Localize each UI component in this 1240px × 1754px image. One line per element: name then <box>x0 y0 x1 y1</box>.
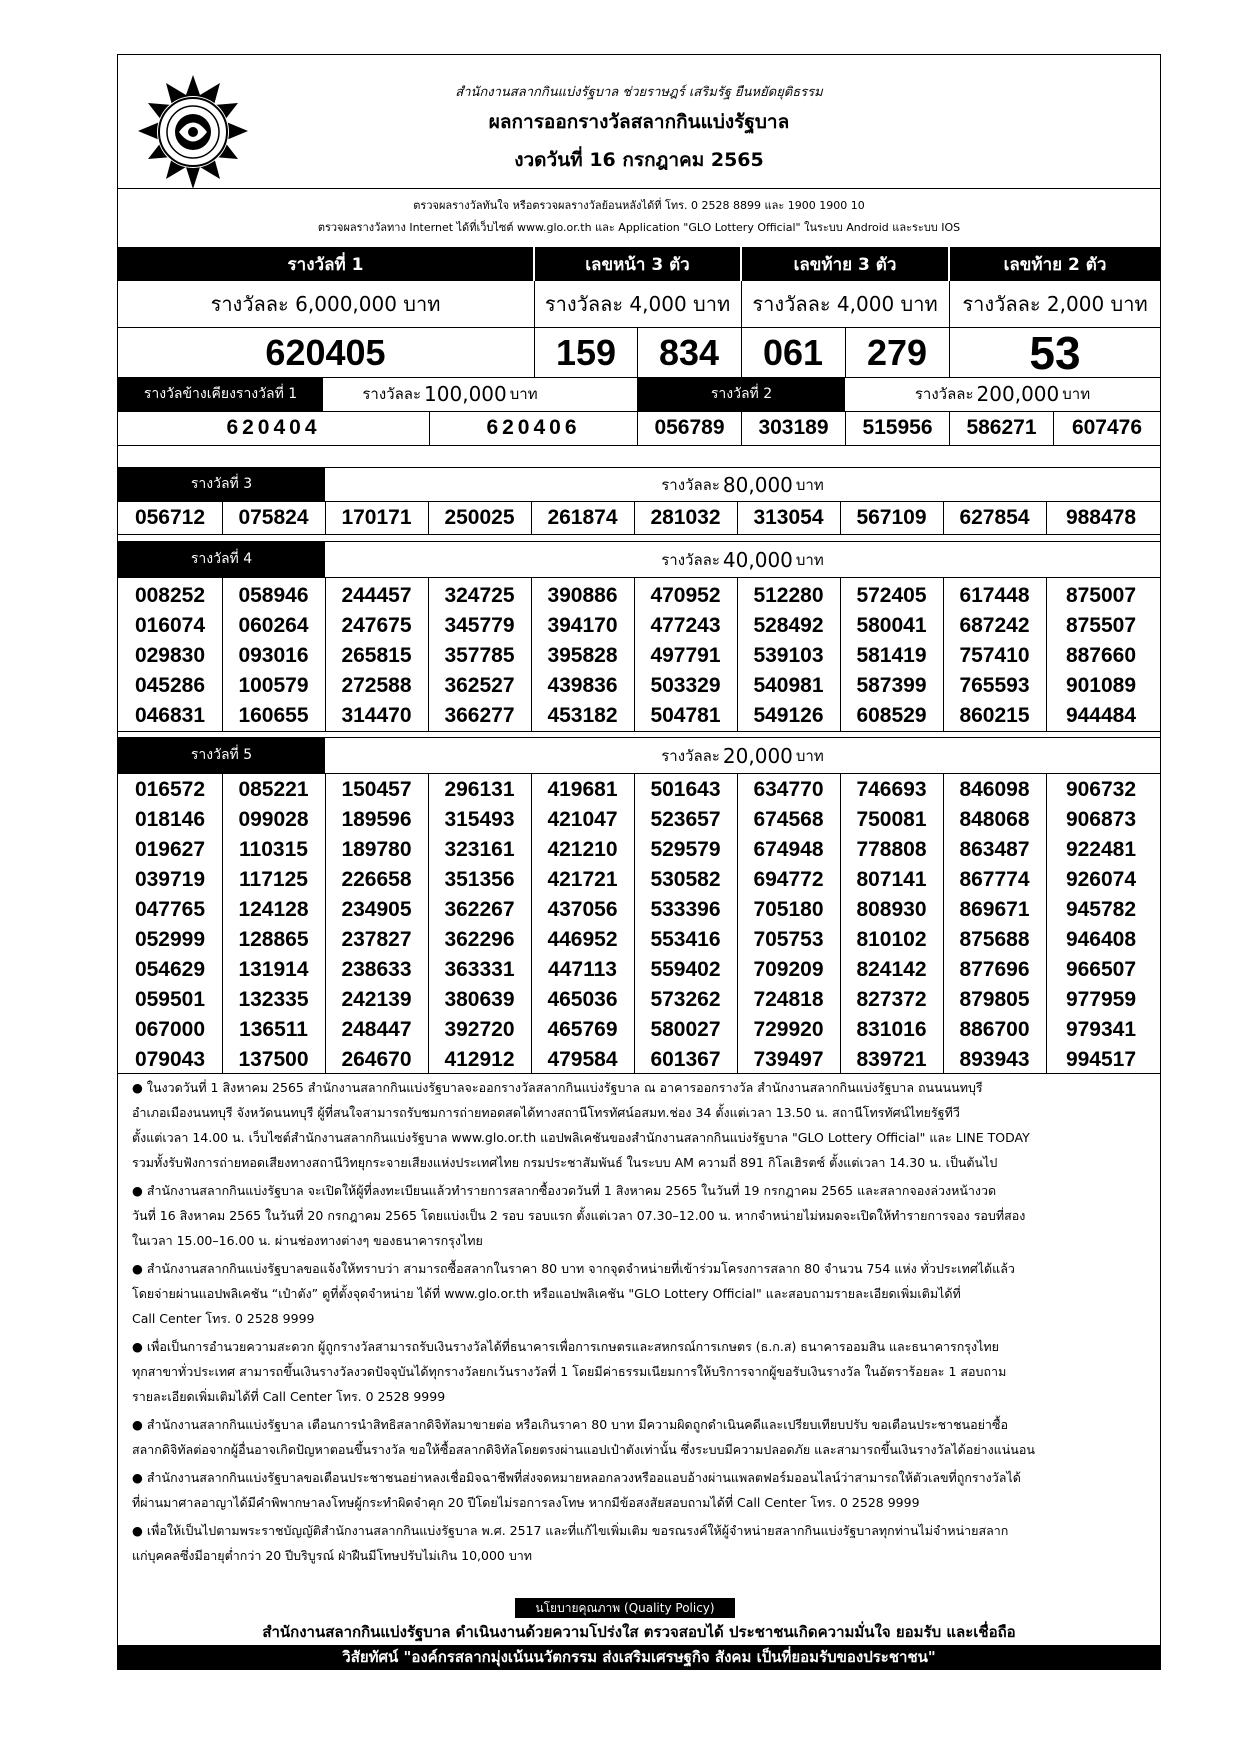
note-line: โดยจ่ายผ่านแอปพลิเคชัน “เป๋าตัง” ดูที่ตั้งจุดจำหน่าย ได้ที่ www.glo.or.th หรือแอปพลิเคชัน "GLO Lottery Official" และสอบถามรายละเอียดเพิ่มเติมได้ที่ <box>132 1286 961 1301</box>
fourth-prize-number: 272588 <box>341 674 412 697</box>
fourth-prize-number: 470952 <box>650 584 721 607</box>
fifth-prize-number: 906732 <box>1065 778 1137 801</box>
fifth-prize-number: 362267 <box>444 898 515 921</box>
check-results-phone: ตรวจผลรางวัลทันใจ หรือตรวจผลรางวัลย้อนหลังได้ที่ โทร. 0 2528 8899 และ 1900 1900 10 <box>413 199 865 212</box>
second-prize-number: 303189 <box>758 416 829 439</box>
last2-label: เลขท้าย 2 ตัว <box>950 247 1160 281</box>
fifth-prize-number: 323161 <box>444 838 515 861</box>
front3-amount: รางวัลละ 4,000 บาท <box>544 292 731 316</box>
divider <box>118 445 1160 446</box>
fourth-prize-number: 394170 <box>547 614 618 637</box>
third-amount-unit: บาท <box>795 475 824 494</box>
divider <box>637 377 638 445</box>
fifth-prize-number: 875688 <box>959 928 1030 951</box>
note-paragraph <box>132 1518 1146 1568</box>
fifth-prize-number: 110315 <box>239 838 308 861</box>
divider <box>634 577 635 731</box>
fifth-prize-number: 016572 <box>134 778 206 801</box>
divider <box>222 577 223 731</box>
fifth-prize-number: 705180 <box>753 898 824 921</box>
divider <box>1046 577 1047 731</box>
fifth-prize-number: 966507 <box>1065 958 1137 981</box>
fifth-prize-number: 869671 <box>959 898 1030 921</box>
divider <box>118 731 1160 732</box>
third-amount-value: 80,000 <box>722 472 793 497</box>
fifth-prize-number: 189596 <box>341 808 412 831</box>
fifth-prize-number: 867774 <box>959 868 1030 891</box>
fifth-prize-number: 750081 <box>856 808 927 831</box>
divider <box>531 501 532 534</box>
fifth-prize-number: 117125 <box>239 868 308 891</box>
fifth-prize-number: 877696 <box>959 958 1030 981</box>
fifth-prize-number: 739497 <box>753 1048 824 1071</box>
header-slogan: สำนักงานสลากกินแบ่งรัฐบาล ช่วยราษฎร์ เสริมรัฐ ยืนหยัดยุติธรรม <box>455 85 823 100</box>
fourth-prize-numbers <box>118 581 1160 731</box>
fifth-prize-number: 846098 <box>959 778 1030 801</box>
note-line: ● สำนักงานสลากกินแบ่งรัฐบาลขอแจ้งให้ทราบว่า สามารถซื้อสลากในราคา 80 บาท จากจุดจำหน่ายที่เข้าร่วมโครงการสลาก 80 จำนวน 754 แห่ง ทั่วประเทศได้แล้ว <box>132 1261 1015 1276</box>
fourth-prize-number: 608529 <box>856 704 927 727</box>
front3-number: 159 <box>555 332 617 373</box>
fifth-prize-number: 132335 <box>238 988 309 1011</box>
fourth-prize-number: 324725 <box>444 584 515 607</box>
fourth-prize-number: 058946 <box>238 584 309 607</box>
fourth-prize-number: 540981 <box>753 674 824 697</box>
note-paragraph <box>132 1178 1146 1253</box>
fourth-prize-number: 581419 <box>856 644 927 667</box>
fifth-prize-number: 238633 <box>341 958 412 981</box>
fifth-prize-number: 079043 <box>134 1048 206 1071</box>
second-prize-label: รางวัลที่ 2 <box>638 377 845 411</box>
third-prize-number: 313054 <box>753 506 824 529</box>
fifth-prize-number: 237827 <box>341 928 412 951</box>
fourth-prize-number: 357785 <box>444 644 515 667</box>
note-line: รายละเอียดเพิ่มเติมได้ที่ Call Center โทร. 0 2528 9999 <box>132 1389 446 1404</box>
second-prize-number: 056789 <box>654 416 725 439</box>
divider <box>118 534 1160 535</box>
note-line: ● เพื่อให้เป็นไปตามพระราชบัญญัติสำนักงานสลากกินแบ่งรัฐบาล พ.ศ. 2517 และที่แก้ไขเพิ่มเติม ขอรณรงค์ให้ผู้จำหน่ายสลากกินแบ่งรัฐบาลทุกท่านไม่จำหน่ายสลาก <box>132 1523 1009 1538</box>
fourth-prize-label: รางวัลที่ 4 <box>118 541 325 577</box>
fifth-prize-number: 296131 <box>444 778 515 801</box>
divider <box>325 501 326 534</box>
fifth-prize-number: 994517 <box>1065 1048 1137 1071</box>
divider <box>737 773 738 1073</box>
fifth-prize-number: 018146 <box>134 808 206 831</box>
fourth-prize-number: 247675 <box>341 614 412 637</box>
fifth-prize-number: 128865 <box>238 928 309 951</box>
fifth-prize-number: 137500 <box>238 1048 309 1071</box>
near-first-amount-value: 100,000 <box>424 382 507 406</box>
fourth-prize-number: 539103 <box>753 644 824 667</box>
fifth-prize-number: 827372 <box>856 988 927 1011</box>
near-first-amount-unit: บาท <box>509 385 538 403</box>
fourth-prize-number: 439836 <box>547 674 618 697</box>
fourth-prize-number: 887660 <box>1065 644 1137 667</box>
fifth-prize-number: 412912 <box>444 1048 515 1071</box>
third-prize-number: 627854 <box>959 506 1030 529</box>
first-prize-number: 620405 <box>265 332 386 373</box>
fifth-prize-number: 573262 <box>650 988 721 1011</box>
fifth-prize-number: 047765 <box>134 898 206 921</box>
fifth-prize-number: 234905 <box>341 898 412 921</box>
draw-date: งวดวันที่ 16 กรกฎาคม 2565 <box>514 149 764 171</box>
divider <box>840 577 841 731</box>
fifth-prize-number: 421721 <box>547 868 618 891</box>
second-amount-value: 200,000 <box>976 382 1060 406</box>
fifth-prize-number: 831016 <box>856 1018 927 1041</box>
divider <box>949 411 950 445</box>
header-divider <box>118 188 1160 189</box>
fifth-prize-number: 553416 <box>650 928 721 951</box>
front3-number: 834 <box>658 332 720 373</box>
near-first-number: 620406 <box>486 416 581 439</box>
third-prize-amount <box>325 467 1160 501</box>
third-prize-number: 075824 <box>238 506 309 529</box>
note-line: วันที่ 16 สิงหาคม 2565 ในวันที่ 20 กรกฎาคม 2565 โดยแบ่งเป็น 2 รอบ รอบแรก ตั้งแต่เวลา 07.30–12.00 น. หากจำหน่ายไม่หมดจะเปิดให้ทำรายการจอง รอบที่สอง <box>132 1208 1026 1223</box>
last3-number: 279 <box>866 332 928 373</box>
fifth-prize-number: 694772 <box>753 868 824 891</box>
fourth-prize-number: 765593 <box>959 674 1030 697</box>
fifth-prize-number: 067000 <box>134 1018 206 1041</box>
third-prize-number: 170171 <box>341 506 412 529</box>
divider <box>1046 773 1047 1073</box>
divider <box>949 281 950 377</box>
third-prize-number: 056712 <box>134 506 206 529</box>
fifth-prize-number: 634770 <box>753 778 824 801</box>
fifth-prize-number: 523657 <box>650 808 721 831</box>
fourth-prize-number: 390886 <box>547 584 618 607</box>
fifth-prize-number: 729920 <box>753 1018 824 1041</box>
fifth-prize-number: 085221 <box>238 778 309 801</box>
second-prize-amount <box>845 377 1160 411</box>
fifth-prize-number: 150457 <box>341 778 412 801</box>
fifth-prize-number: 530582 <box>650 868 721 891</box>
fifth-prize-number: 977959 <box>1065 988 1137 1011</box>
divider <box>118 411 1160 412</box>
fifth-prize-number: 351356 <box>444 868 515 891</box>
divider <box>428 501 429 534</box>
fourth-prize-number: 512280 <box>753 584 824 607</box>
fourth-prize-number: 503329 <box>650 674 721 697</box>
fourth-prize-number: 008252 <box>134 584 206 607</box>
divider <box>325 577 326 731</box>
near-first-label: รางวัลข้างเคียงรางวัลที่ 1 <box>118 377 323 411</box>
divider <box>118 773 1160 774</box>
fourth-prize-number: 345779 <box>444 614 515 637</box>
fifth-prize-number: 465769 <box>547 1018 618 1041</box>
fifth-prize-number: 315493 <box>444 808 515 831</box>
fifth-prize-number: 824142 <box>856 958 927 981</box>
third-prize-number: 281032 <box>650 506 721 529</box>
divider <box>428 577 429 731</box>
fifth-prize-number: 054629 <box>134 958 206 981</box>
fifth-prize-number: 945782 <box>1065 898 1137 921</box>
fifth-prize-label: รางวัลที่ 5 <box>118 737 325 773</box>
fifth-prize-number: 601367 <box>650 1048 721 1071</box>
fifth-prize-number: 362296 <box>444 928 515 951</box>
fifth-prize-number: 189780 <box>341 838 412 861</box>
last2-number: 53 <box>1029 329 1081 377</box>
fifth-prize-number: 926074 <box>1065 868 1137 891</box>
front3-label: เลขหน้า 3 ตัว <box>535 247 740 281</box>
divider <box>737 577 738 731</box>
divider <box>741 281 742 377</box>
fourth-prize-number: 477243 <box>650 614 721 637</box>
fourth-prize-number: 875507 <box>1065 614 1137 637</box>
divider <box>943 773 944 1073</box>
fourth-amount-prefix: รางวัลละ <box>661 550 720 569</box>
fifth-prize-number: 559402 <box>650 958 721 981</box>
divider <box>118 327 1160 328</box>
divider <box>845 327 846 377</box>
note-line: ● เพื่อเป็นการอำนวยความสะดวก ผู้ถูกรางวัลสามารถรับเงินรางวัลได้ที่ธนาคารเพื่อการเกษตรและสหกรณ์การเกษตร (ธ.ก.ส) ธนาคารออมสิน และธนาคารกรุงไทย <box>132 1339 999 1354</box>
fourth-amount-unit: บาท <box>795 550 824 569</box>
second-prize-number: 586271 <box>966 416 1037 439</box>
fifth-prize-number: 848068 <box>959 808 1030 831</box>
announcement-notes <box>132 1075 1146 1571</box>
divider <box>118 577 1160 578</box>
fifth-prize-number: 674948 <box>753 838 824 861</box>
second-prize-number: 515956 <box>862 416 933 439</box>
fifth-prize-number: 421047 <box>547 808 618 831</box>
second-amount-prefix: รางวัลละ <box>914 385 974 403</box>
second-prize-number: 607476 <box>1071 416 1143 439</box>
fifth-prize-number: 059501 <box>134 988 206 1011</box>
note-line: ตั้งแต่เวลา 14.00 น. เว็บไซต์สำนักงานสลากกินแบ่งรัฐบาล www.glo.or.th แอปพลิเคชันของสำนักงานสลากกินแบ่งรัฐบาล "GLO Lottery Official" และ LINE TODAY <box>132 1130 1030 1145</box>
fourth-prize-number: 093016 <box>238 644 309 667</box>
note-line: ที่ผ่านมาศาลอาญาได้มีคำพิพากษาลงโทษผู้กระทำผิดจำคุก 20 ปีโดยไม่รอการลงโทษ หากมีข้อสงสัยสอบถามได้ที่ Call Center โทร. 0 2528 9999 <box>132 1495 920 1510</box>
fourth-prize-number: 944484 <box>1065 704 1137 727</box>
divider <box>325 773 326 1073</box>
divider <box>118 501 1160 502</box>
page-title: ผลการออกรางวัลสลากกินแบ่งรัฐบาล <box>488 111 790 133</box>
fifth-prize-number: 906873 <box>1065 808 1137 831</box>
fifth-amount-prefix: รางวัลละ <box>661 746 720 765</box>
note-line: แก่บุคคลซึ่งมีอายุต่ำกว่า 20 ปีบริบูรณ์ ฝ่าฝืนมีโทษปรับไม่เกิน 10,000 บาท <box>132 1548 533 1563</box>
fourth-prize-number: 265815 <box>341 644 412 667</box>
fourth-prize-number: 314470 <box>341 704 412 727</box>
fifth-prize-number: 446952 <box>547 928 618 951</box>
note-line: รวมทั้งรับฟังการถ่ายทอดเสียงทางสถานีวิทยุกระจายเสียงแห่งประเทศไทย กรมประชาสัมพันธ์ ในระบบ AM ความถี่ 891 กิโลเฮิรตซ์ ตั้งแต่เวลา 14.30 น. เป็นต้นไป <box>132 1155 998 1170</box>
fourth-prize-number: 587399 <box>856 674 927 697</box>
third-prize-number: 988478 <box>1065 506 1137 529</box>
fifth-prize-number: 886700 <box>959 1018 1030 1041</box>
fifth-prize-number: 533396 <box>650 898 721 921</box>
fifth-prize-number: 863487 <box>959 838 1030 861</box>
fifth-amount-value: 20,000 <box>722 743 793 768</box>
fifth-prize-number: 529579 <box>650 838 721 861</box>
fourth-prize-number: 453182 <box>547 704 618 727</box>
divider <box>1053 411 1054 445</box>
last2-amount: รางวัลละ 2,000 บาท <box>962 292 1148 316</box>
third-prize-number: 567109 <box>856 506 927 529</box>
fifth-prize-number: 226658 <box>341 868 412 891</box>
divider <box>637 327 638 377</box>
fourth-prize-number: 687242 <box>959 614 1030 637</box>
fifth-prize-number: 839721 <box>856 1048 927 1071</box>
fifth-prize-number: 580027 <box>650 1018 721 1041</box>
divider <box>531 773 532 1073</box>
divider <box>429 411 430 445</box>
third-prize-number: 261874 <box>547 506 618 529</box>
fifth-prize-amount <box>325 737 1160 773</box>
divider <box>840 501 841 534</box>
divider <box>845 411 846 445</box>
fourth-prize-number: 580041 <box>856 614 927 637</box>
vision-text: วิสัยทัศน์ "องค์กรสลากมุ่งเน้นนวัตกรรม ส่งเสริมเศรษฐกิจ สังคม เป็นที่ยอมรับของประชาชน" <box>118 1645 1160 1670</box>
fifth-prize-number: 709209 <box>753 958 824 981</box>
fifth-prize-numbers <box>118 775 1160 1075</box>
fifth-prize-number: 807141 <box>856 868 927 891</box>
divider <box>741 411 742 445</box>
quality-policy-text: สำนักงานสลากกินแบ่งรัฐบาล ดำเนินงานด้วยความโปร่งใส ตรวจสอบได้ ประชาชนเกิดความมั่นใจ ยอมรับ และเชื่อถือ <box>262 1623 1016 1641</box>
quality-policy-label: นโยบายคุณภาพ (Quality Policy) <box>515 1598 735 1618</box>
fourth-prize-number: 901089 <box>1065 674 1137 697</box>
fifth-prize-number: 136511 <box>239 1018 308 1041</box>
fifth-prize-number: 946408 <box>1065 928 1137 951</box>
note-line: ในเวลา 15.00–16.00 น. ผ่านช่องทางต่างๆ ของธนาคารกรุงไทย <box>132 1233 483 1248</box>
fourth-prize-number: 860215 <box>959 704 1030 727</box>
fifth-prize-number: 039719 <box>134 868 206 891</box>
fourth-prize-number: 046831 <box>134 704 206 727</box>
fifth-prize-number: 363331 <box>444 958 515 981</box>
fifth-prize-number: 380639 <box>444 988 515 1011</box>
fifth-prize-number: 501643 <box>650 778 721 801</box>
note-line: ● สำนักงานสลากกินแบ่งรัฐบาล จะเปิดให้ผู้ที่ลงทะเบียนแล้วทำรายการสลากซื้องวดวันที่ 1 สิงหาคม 2565 ในวันที่ 19 กรกฎาคม 2565 และสลากจองล่วงหน้างวด <box>132 1183 997 1198</box>
fourth-prize-number: 016074 <box>134 614 206 637</box>
near-first-amount <box>323 377 577 411</box>
fourth-prize-number: 504781 <box>650 704 721 727</box>
divider <box>428 773 429 1073</box>
fifth-prize-number: 437056 <box>547 898 618 921</box>
first-prize-label: รางวัลที่ 1 <box>118 247 533 281</box>
check-results-internet: ตรวจผลรางวัลทาง Internet ได้ที่เว็บไซต์ www.glo.or.th และ Application "GLO Lottery Official" ในระบบ Android และระบบ IOS <box>317 221 961 234</box>
third-prize-label: รางวัลที่ 3 <box>118 467 325 501</box>
lottery-results-sheet <box>117 54 1161 1670</box>
first-prize-amount: รางวัลละ 6,000,000 บาท <box>210 292 441 316</box>
fourth-prize-number: 100579 <box>238 674 309 697</box>
divider <box>840 773 841 1073</box>
fifth-prize-number: 705753 <box>753 928 824 951</box>
third-amount-prefix: รางวัลละ <box>661 475 720 494</box>
fifth-prize-number: 019627 <box>134 838 206 861</box>
divider <box>1046 501 1047 534</box>
divider <box>222 773 223 1073</box>
fifth-prize-number: 810102 <box>856 928 927 951</box>
fourth-prize-amount <box>325 541 1160 577</box>
fifth-prize-number: 479584 <box>547 1048 618 1071</box>
fifth-prize-number: 808930 <box>856 898 927 921</box>
fifth-prize-number: 052999 <box>134 928 206 951</box>
fifth-prize-number: 922481 <box>1065 838 1137 861</box>
fifth-prize-number: 124128 <box>238 898 309 921</box>
divider <box>534 281 535 377</box>
last3-amount: รางวัลละ 4,000 บาท <box>752 292 938 316</box>
near-first-number: 620404 <box>226 416 321 439</box>
fourth-prize-number: 060264 <box>238 614 309 637</box>
fourth-prize-number: 362527 <box>444 674 515 697</box>
note-line: อำเภอเมืองนนทบุรี จังหวัดนนทบุรี ผู้ที่สนใจสามารถรับชมการถ่ายทอดสดได้ทางสถานีโทรทัศน์อสมท.ช่อง 34 ตั้งแต่เวลา 13.50 น. สถานีโทรทัศน์ไทยรัฐทีวี <box>132 1105 960 1120</box>
fifth-prize-number: 465036 <box>547 988 618 1011</box>
second-amount-unit: บาท <box>1062 385 1091 403</box>
fourth-prize-number: 244457 <box>341 584 412 607</box>
fifth-prize-number: 248447 <box>341 1018 412 1041</box>
fifth-prize-number: 099028 <box>238 808 309 831</box>
near-first-amount-prefix: รางวัลละ <box>362 385 422 403</box>
divider <box>943 577 944 731</box>
fifth-prize-number: 392720 <box>444 1018 515 1041</box>
fifth-prize-number: 778808 <box>856 838 927 861</box>
divider <box>634 501 635 534</box>
fourth-prize-number: 617448 <box>959 584 1030 607</box>
divider <box>118 1073 1160 1074</box>
fifth-amount-unit: บาท <box>795 746 824 765</box>
fourth-prize-number: 395828 <box>547 644 618 667</box>
divider <box>943 501 944 534</box>
fifth-prize-number: 242139 <box>341 988 412 1011</box>
fourth-prize-number: 549126 <box>753 704 824 727</box>
fifth-prize-number: 131914 <box>238 958 309 981</box>
fourth-prize-number: 757410 <box>959 644 1030 667</box>
note-line: ● สำนักงานสลากกินแบ่งรัฐบาลขอเตือนประชาชนอย่าหลงเชื่อมิจฉาชีพที่ส่งจดหมายหลอกลวงหรืออแอบอ้างผ่านแพลตฟอร์มออนไลน์ว่าสามารถให้ตัวเลขที่ถูกรางวัลได้ <box>132 1470 1021 1485</box>
fifth-prize-number: 674568 <box>753 808 824 831</box>
last3-label: เลขท้าย 3 ตัว <box>742 247 948 281</box>
note-paragraph <box>132 1334 1146 1409</box>
last3-number: 061 <box>762 332 824 373</box>
fourth-amount-value: 40,000 <box>722 547 793 572</box>
fifth-prize-number: 419681 <box>547 778 618 801</box>
fourth-prize-number: 497791 <box>650 644 721 667</box>
fifth-prize-number: 879805 <box>959 988 1030 1011</box>
fifth-prize-number: 264670 <box>341 1048 412 1071</box>
note-line: Call Center โทร. 0 2528 9999 <box>132 1311 315 1326</box>
note-line: สลากดิจิทัลต่อจากผู้อื่นอาจเกิดปัญหาตอนขึ้นรางวัล ขอให้ซื้อสลากดิจิทัลโดยตรงผ่านแอปเป๋าตังเท่านั้น ซึ่งระบบมีความปลอดภัย และสามารถขึ้นเงินรางวัลได้อย่างแน่นอน <box>132 1442 1035 1457</box>
note-line: ทุกสาขาทั่วประเทศ สามารถขึ้นเงินรางวัลงวดปัจจุบันได้ทุกรางวัลยกเว้นรางวัลที่ 1 โดยมีค่าธรรมเนียมการให้บริการจากผู้ขอรับเงินรางวัล ในอัตราร้อยละ 1 สอบถาม <box>132 1364 1007 1379</box>
fourth-prize-number: 528492 <box>753 614 824 637</box>
fifth-prize-number: 746693 <box>856 778 927 801</box>
fourth-prize-number: 029830 <box>134 644 206 667</box>
fifth-prize-number: 893943 <box>959 1048 1030 1071</box>
divider <box>737 501 738 534</box>
fifth-prize-number: 724818 <box>753 988 824 1011</box>
fifth-prize-number: 447113 <box>548 958 617 981</box>
fourth-prize-number: 045286 <box>134 674 206 697</box>
divider <box>634 773 635 1073</box>
note-paragraph <box>132 1075 1146 1175</box>
note-paragraph <box>132 1412 1146 1462</box>
note-line: ● สำนักงานสลากกินแบ่งรัฐบาล เตือนการนำสิทธิสลากดิจิทัลมาขายต่อ หรือเกินราคา 80 บาท มีความผิดถูกดำเนินคดีและเปรียบเทียบปรับ ขอเตือนประชาชนอย่าซื้อ <box>132 1417 1008 1432</box>
third-prize-numbers <box>118 503 1160 533</box>
fifth-prize-number: 421210 <box>547 838 618 861</box>
note-paragraph <box>132 1465 1146 1515</box>
third-prize-number: 250025 <box>444 506 515 529</box>
divider <box>222 501 223 534</box>
divider <box>531 577 532 731</box>
note-paragraph <box>132 1256 1146 1331</box>
note-line: ● ในงวดวันที่ 1 สิงหาคม 2565 สำนักงานสลากกินแบ่งรัฐบาลจะออกรางวัลสลากกินแบ่งรัฐบาล ณ อาคารออกรางวัล สำนักงานสลากกินแบ่งรัฐบาล ถนนนนทบุรี <box>132 1080 983 1095</box>
fourth-prize-number: 572405 <box>856 584 927 607</box>
fifth-prize-number: 979341 <box>1065 1018 1137 1041</box>
fourth-prize-number: 160655 <box>238 704 309 727</box>
fourth-prize-number: 875007 <box>1065 584 1137 607</box>
fourth-prize-number: 366277 <box>444 704 515 727</box>
